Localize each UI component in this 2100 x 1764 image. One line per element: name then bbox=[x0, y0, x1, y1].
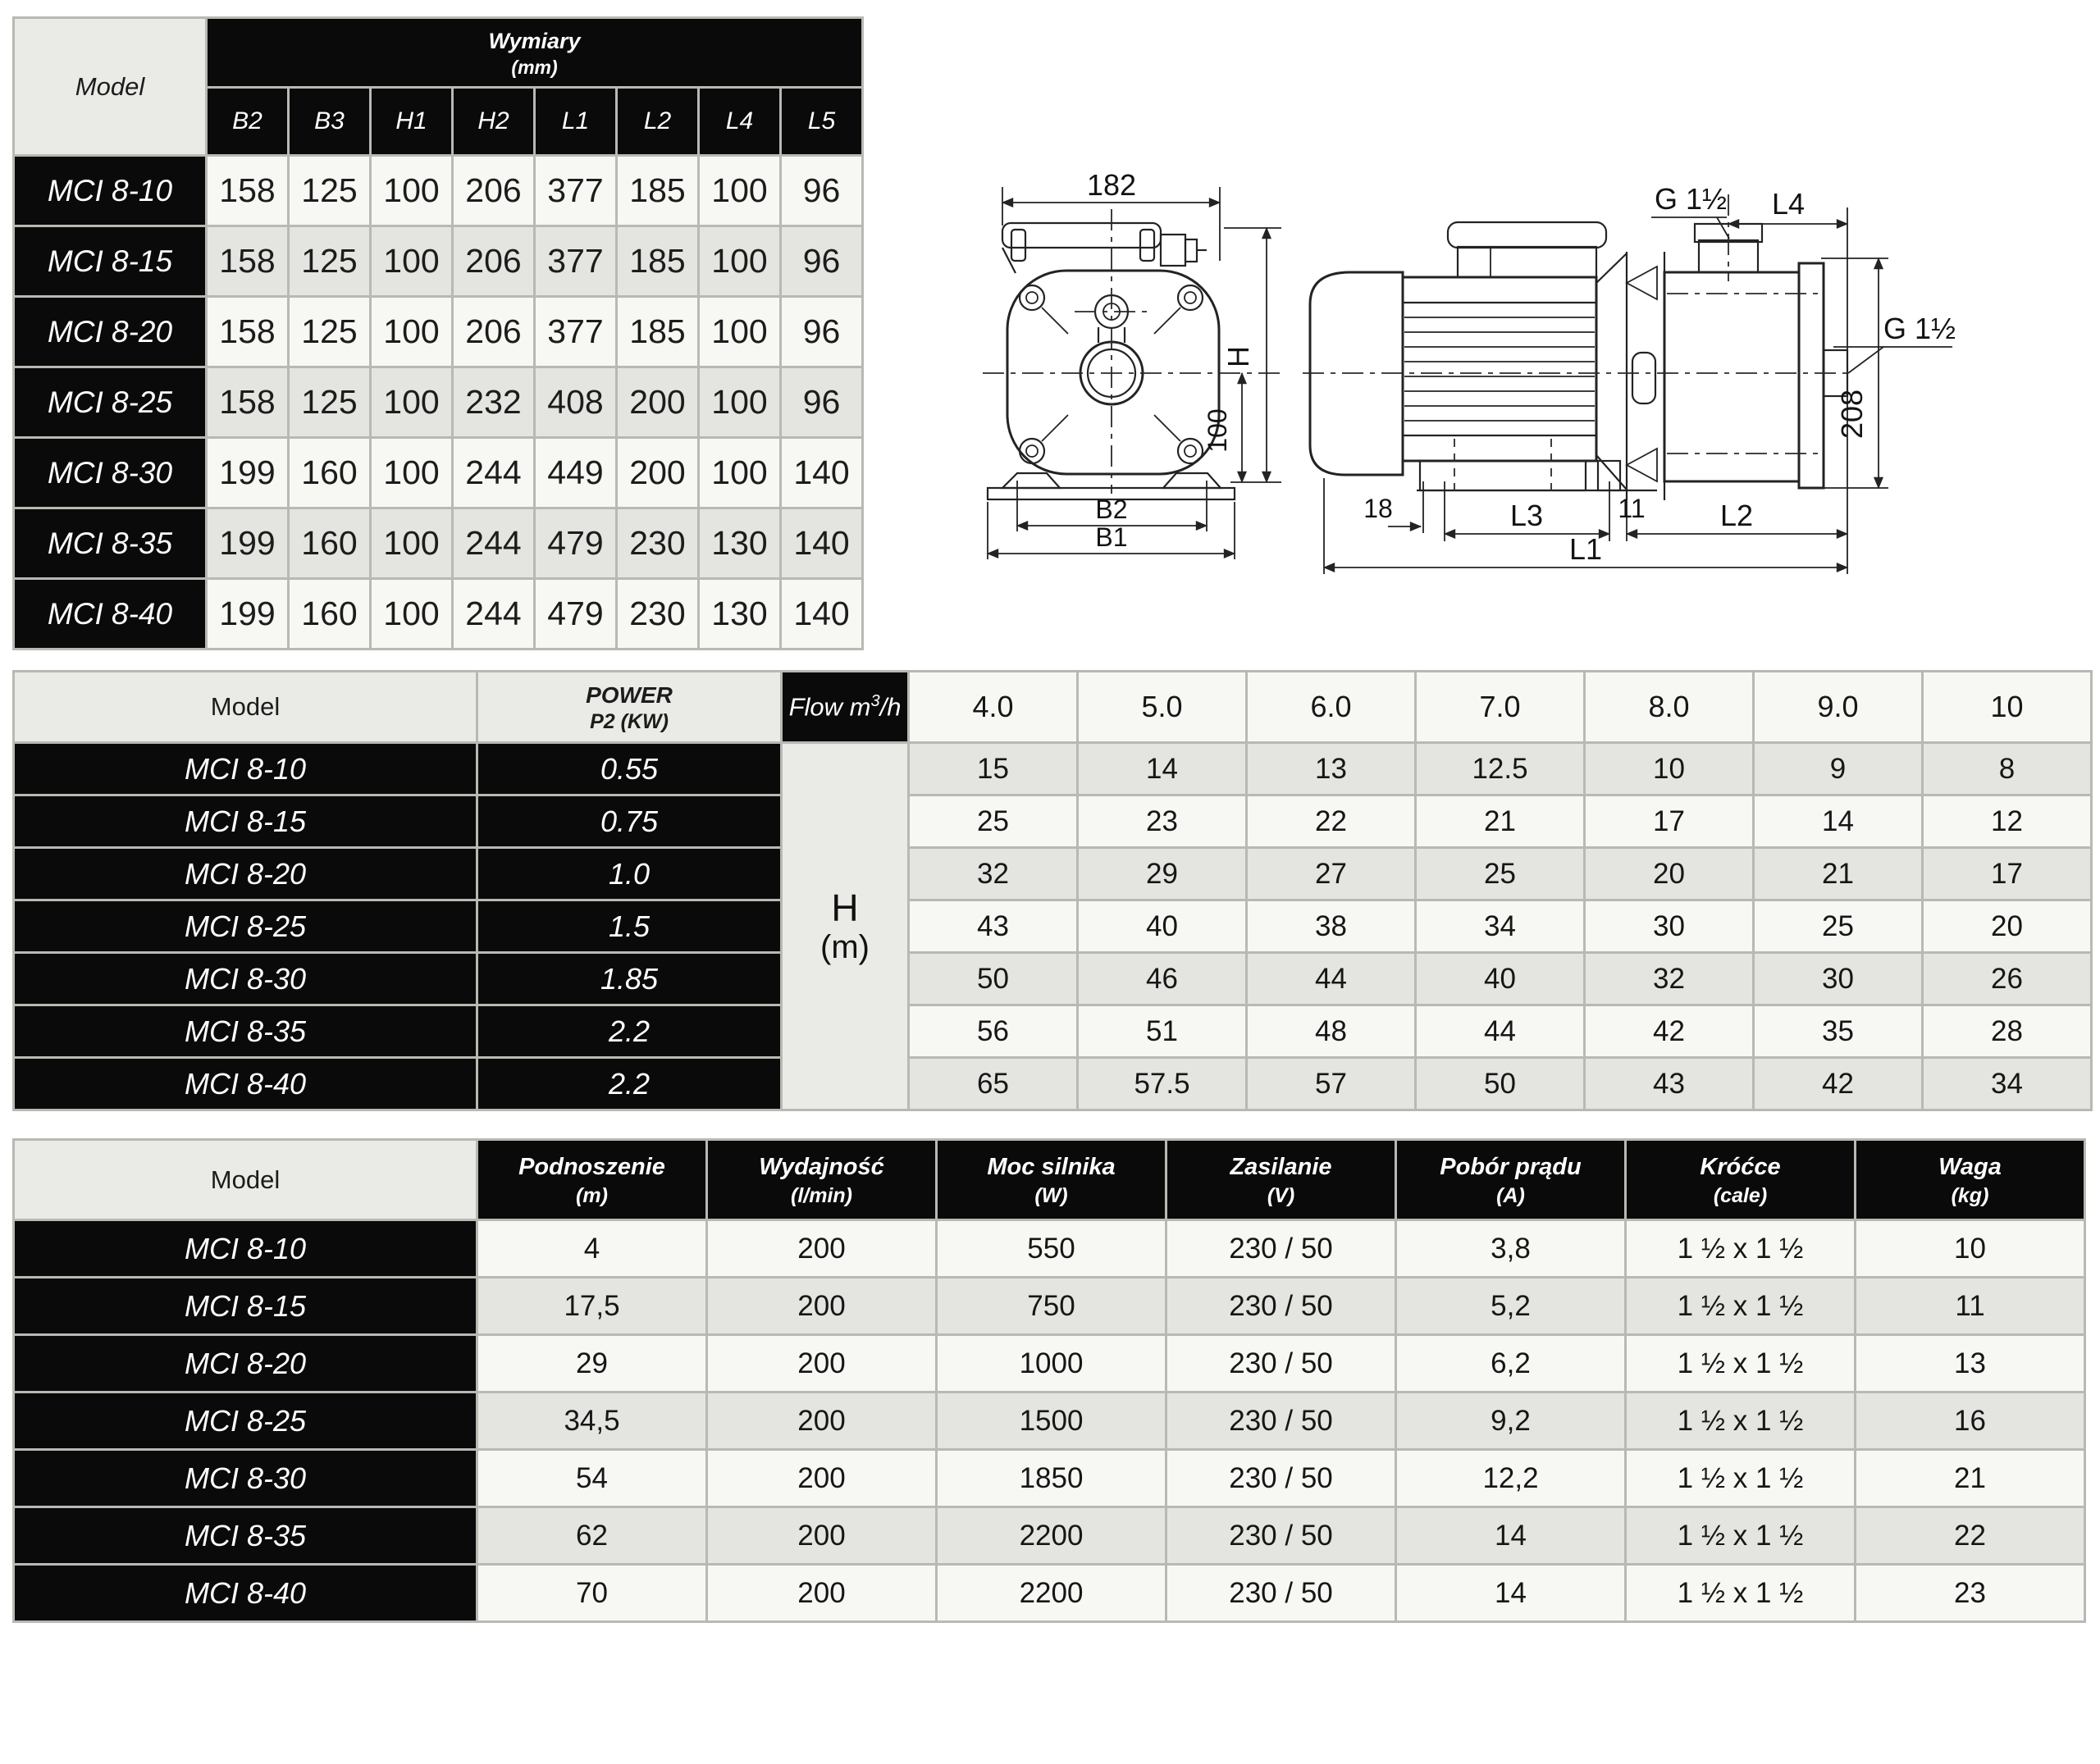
spec-value: 22 bbox=[1856, 1508, 2084, 1563]
front-dim-b1-label: B1 bbox=[1095, 522, 1128, 552]
head-value: 57.5 bbox=[1079, 1059, 1245, 1109]
spec-value: 230 / 50 bbox=[1167, 1451, 1395, 1506]
model-cell: MCI 8-15 bbox=[15, 1279, 476, 1333]
spec-value: 230 / 50 bbox=[1167, 1508, 1395, 1563]
spec-value: 16 bbox=[1856, 1393, 2084, 1448]
dimension-value: 230 bbox=[618, 509, 697, 577]
performance-row bbox=[15, 1006, 2090, 1056]
dimensions-row bbox=[15, 580, 861, 648]
performance-row bbox=[15, 954, 2090, 1004]
dims-column-header: L4 bbox=[700, 89, 779, 154]
dims-column-header: L1 bbox=[536, 89, 615, 154]
head-value: 43 bbox=[910, 901, 1076, 951]
dimensions-row bbox=[15, 298, 861, 366]
head-value: 50 bbox=[910, 954, 1076, 1004]
model-cell: MCI 8-30 bbox=[15, 439, 205, 507]
dimension-value: 206 bbox=[454, 298, 533, 366]
front-dim-b2-label: B2 bbox=[1095, 495, 1128, 524]
dims-header-row-1 bbox=[15, 19, 861, 86]
side-dim-l1-label: L1 bbox=[1568, 532, 1603, 566]
dimension-value: 96 bbox=[782, 298, 861, 366]
pump-casing bbox=[1664, 263, 1847, 488]
head-value: 20 bbox=[1924, 901, 2090, 951]
spec-value: 1 ½ x 1 ½ bbox=[1627, 1279, 1854, 1333]
dimension-value: 200 bbox=[618, 368, 697, 436]
spec-column-line2: (W) bbox=[1034, 1183, 1068, 1207]
model-cell: MCI 8-30 bbox=[15, 1451, 476, 1506]
head-value: 9 bbox=[1755, 744, 1921, 794]
spec-column-line1: Moc silnika bbox=[987, 1154, 1116, 1181]
dimension-value: 160 bbox=[290, 439, 369, 507]
head-value: 34 bbox=[1417, 901, 1583, 951]
head-value: 65 bbox=[910, 1059, 1076, 1109]
head-value: 38 bbox=[1248, 901, 1414, 951]
dimension-value: 100 bbox=[372, 227, 451, 295]
dimension-value: 158 bbox=[208, 157, 287, 225]
head-value: 14 bbox=[1755, 796, 1921, 846]
dimensions-row bbox=[15, 368, 861, 436]
spec-row bbox=[15, 1508, 2084, 1563]
dims-model-header: Model bbox=[15, 19, 205, 154]
spec-column-line2: (cale) bbox=[1713, 1183, 1768, 1207]
dimension-value: 185 bbox=[618, 157, 697, 225]
head-value: 34 bbox=[1924, 1059, 2090, 1109]
dims-column-header: B2 bbox=[208, 89, 287, 154]
dimension-value: 244 bbox=[454, 439, 533, 507]
spec-value: 6,2 bbox=[1397, 1336, 1624, 1391]
performance-row bbox=[15, 744, 2090, 794]
head-value: 21 bbox=[1755, 849, 1921, 899]
dimension-value: 100 bbox=[700, 298, 779, 366]
spec-value: 200 bbox=[708, 1279, 935, 1333]
head-unit-cell bbox=[783, 744, 907, 1109]
dimension-value: 125 bbox=[290, 298, 369, 366]
dimension-value: 130 bbox=[700, 580, 779, 648]
front-dim-offset-label: 100 bbox=[1203, 408, 1232, 453]
dimension-value: 125 bbox=[290, 368, 369, 436]
spec-value: 2200 bbox=[938, 1566, 1165, 1620]
dims-column-header: L2 bbox=[618, 89, 697, 154]
model-cell: MCI 8-10 bbox=[15, 744, 476, 794]
spec-column-line2: (A) bbox=[1496, 1183, 1525, 1207]
model-cell: MCI 8-15 bbox=[15, 796, 476, 846]
spec-column-header bbox=[938, 1141, 1165, 1219]
spec-column-line1: Wydajność bbox=[759, 1154, 884, 1181]
dimension-value: 100 bbox=[372, 439, 451, 507]
dimension-value: 158 bbox=[208, 227, 287, 295]
spec-column-line1: Waga bbox=[1938, 1154, 2002, 1181]
dims-column-header: H1 bbox=[372, 89, 451, 154]
head-value: 51 bbox=[1079, 1006, 1245, 1056]
spec-value: 1500 bbox=[938, 1393, 1165, 1448]
spec-value: 70 bbox=[478, 1566, 705, 1620]
flow-value-header: 9.0 bbox=[1755, 672, 1921, 741]
spec-value: 10 bbox=[1856, 1221, 2084, 1276]
dimensions-row bbox=[15, 157, 861, 225]
spec-value: 550 bbox=[938, 1221, 1165, 1276]
spec-value: 5,2 bbox=[1397, 1279, 1624, 1333]
head-value: 12 bbox=[1924, 796, 2090, 846]
spec-value: 14 bbox=[1397, 1508, 1624, 1563]
front-dim-height-label: H bbox=[1221, 346, 1255, 367]
spec-row bbox=[15, 1279, 2084, 1333]
dims-column-header: B3 bbox=[290, 89, 369, 154]
perf-flow-header bbox=[783, 672, 907, 741]
spec-column-line1: Podnoszenie bbox=[518, 1154, 665, 1181]
model-cell: MCI 8-40 bbox=[15, 1566, 476, 1620]
power-value: 0.75 bbox=[478, 796, 780, 846]
flow-value-header: 10 bbox=[1924, 672, 2090, 741]
spec-value: 1 ½ x 1 ½ bbox=[1627, 1221, 1854, 1276]
spec-column-line2: (kg) bbox=[1951, 1183, 1989, 1207]
head-value: 21 bbox=[1417, 796, 1583, 846]
head-value: 23 bbox=[1079, 796, 1245, 846]
front-view-drawing bbox=[960, 164, 1329, 574]
dimension-value: 408 bbox=[536, 368, 615, 436]
head-value: 43 bbox=[1586, 1059, 1752, 1109]
side-thread-right-label: G 1½ bbox=[1883, 312, 1956, 345]
model-cell: MCI 8-20 bbox=[15, 1336, 476, 1391]
head-value: 28 bbox=[1924, 1006, 2090, 1056]
terminal-box bbox=[1448, 222, 1606, 277]
head-value: 57 bbox=[1248, 1059, 1414, 1109]
spec-column-line2: (m) bbox=[576, 1183, 608, 1207]
spec-row bbox=[15, 1393, 2084, 1448]
dimension-value: 206 bbox=[454, 227, 533, 295]
dimension-value: 449 bbox=[536, 439, 615, 507]
side-dim-18-label: 18 bbox=[1363, 494, 1393, 523]
spec-value: 230 / 50 bbox=[1167, 1336, 1395, 1391]
head-value: 12.5 bbox=[1417, 744, 1583, 794]
model-cell: MCI 8-35 bbox=[15, 509, 205, 577]
spec-value: 11 bbox=[1856, 1279, 2084, 1333]
model-cell: MCI 8-20 bbox=[15, 849, 476, 899]
performance-row bbox=[15, 901, 2090, 951]
spec-value: 29 bbox=[478, 1336, 705, 1391]
flow-value-header: 7.0 bbox=[1417, 672, 1583, 741]
model-cell: MCI 8-25 bbox=[15, 1393, 476, 1448]
dimension-value: 96 bbox=[782, 157, 861, 225]
dimension-value: 377 bbox=[536, 157, 615, 225]
power-value: 2.2 bbox=[478, 1059, 780, 1109]
dimension-value: 140 bbox=[782, 439, 861, 507]
head-unit-label: (m) bbox=[820, 929, 870, 966]
spec-column-header bbox=[708, 1141, 935, 1219]
spec-column-line1: Zasilanie bbox=[1230, 1154, 1332, 1181]
dims-group-header-line2: (mm) bbox=[511, 56, 558, 78]
dimension-value: 140 bbox=[782, 509, 861, 577]
model-cell: MCI 8-35 bbox=[15, 1006, 476, 1056]
spec-value: 34,5 bbox=[478, 1393, 705, 1448]
spec-column-line2: (l/min) bbox=[791, 1183, 852, 1207]
spec-table bbox=[12, 1138, 2086, 1623]
spec-value: 1850 bbox=[938, 1451, 1165, 1506]
spec-value: 200 bbox=[708, 1221, 935, 1276]
spec-value: 1 ½ x 1 ½ bbox=[1627, 1393, 1854, 1448]
spec-value: 230 / 50 bbox=[1167, 1566, 1395, 1620]
dimension-value: 230 bbox=[618, 580, 697, 648]
dimensions-row bbox=[15, 509, 861, 577]
dimension-value: 100 bbox=[372, 157, 451, 225]
dimension-value: 100 bbox=[700, 439, 779, 507]
model-cell: MCI 8-10 bbox=[15, 157, 205, 225]
flow-value-header: 4.0 bbox=[910, 672, 1076, 741]
dimension-value: 100 bbox=[700, 157, 779, 225]
spec-model-header: Model bbox=[15, 1141, 476, 1219]
spec-value: 1 ½ x 1 ½ bbox=[1627, 1451, 1854, 1506]
dimension-value: 199 bbox=[208, 439, 287, 507]
performance-row bbox=[15, 1059, 2090, 1109]
spec-value: 21 bbox=[1856, 1451, 2084, 1506]
spec-value: 14 bbox=[1397, 1566, 1624, 1620]
side-view-drawing bbox=[1296, 160, 1985, 619]
spec-column-line1: Pobór prądu bbox=[1440, 1154, 1582, 1181]
dimension-value: 244 bbox=[454, 509, 533, 577]
spec-column-line1: Króćce bbox=[1700, 1154, 1781, 1181]
spec-row bbox=[15, 1336, 2084, 1391]
spec-row bbox=[15, 1221, 2084, 1276]
power-value: 1.85 bbox=[478, 954, 780, 1004]
dimension-value: 377 bbox=[536, 227, 615, 295]
head-value: 15 bbox=[910, 744, 1076, 794]
model-cell: MCI 8-40 bbox=[15, 1059, 476, 1109]
dimension-value: 140 bbox=[782, 580, 861, 648]
dimension-value: 185 bbox=[618, 298, 697, 366]
spec-value: 23 bbox=[1856, 1566, 2084, 1620]
power-value: 2.2 bbox=[478, 1006, 780, 1056]
side-dim-11-label: 11 bbox=[1618, 494, 1646, 523]
model-cell: MCI 8-15 bbox=[15, 227, 205, 295]
head-value: 17 bbox=[1924, 849, 2090, 899]
dimension-value: 125 bbox=[290, 157, 369, 225]
spec-value: 200 bbox=[708, 1336, 935, 1391]
head-value: 25 bbox=[910, 796, 1076, 846]
spec-column-header bbox=[1397, 1141, 1624, 1219]
spec-value: 1 ½ x 1 ½ bbox=[1627, 1336, 1854, 1391]
spec-value: 13 bbox=[1856, 1336, 2084, 1391]
spec-value: 62 bbox=[478, 1508, 705, 1563]
side-dim-l3-label: L3 bbox=[1509, 499, 1544, 532]
spec-value: 200 bbox=[708, 1566, 935, 1620]
head-value: 20 bbox=[1586, 849, 1752, 899]
head-value: 35 bbox=[1755, 1006, 1921, 1056]
spec-column-header bbox=[1627, 1141, 1854, 1219]
model-cell: MCI 8-40 bbox=[15, 580, 205, 648]
perf-power-header-line1: POWER bbox=[586, 681, 673, 708]
spec-value: 2200 bbox=[938, 1508, 1165, 1563]
model-cell: MCI 8-10 bbox=[15, 1221, 476, 1276]
model-cell: MCI 8-35 bbox=[15, 1508, 476, 1563]
model-cell: MCI 8-20 bbox=[15, 298, 205, 366]
dims-group-header-line1: Wymiary bbox=[488, 29, 581, 54]
flow-label-sup: 3 bbox=[870, 691, 880, 710]
head-value: 42 bbox=[1586, 1006, 1752, 1056]
head-value: 46 bbox=[1079, 954, 1245, 1004]
model-cell: MCI 8-30 bbox=[15, 954, 476, 1004]
head-value: 48 bbox=[1248, 1006, 1414, 1056]
spec-column-header bbox=[1167, 1141, 1395, 1219]
spec-row bbox=[15, 1451, 2084, 1506]
flow-value-header: 8.0 bbox=[1586, 672, 1752, 741]
head-value: 26 bbox=[1924, 954, 2090, 1004]
flow-label-suffix: /h bbox=[879, 692, 902, 722]
dimension-value: 200 bbox=[618, 439, 697, 507]
side-dim-l4-label: L4 bbox=[1771, 187, 1806, 221]
spec-column-header bbox=[478, 1141, 705, 1219]
dimension-value: 100 bbox=[372, 580, 451, 648]
spec-value: 4 bbox=[478, 1221, 705, 1276]
side-thread-top-label: G 1½ bbox=[1655, 182, 1728, 216]
head-value: 10 bbox=[1586, 744, 1752, 794]
head-value: 40 bbox=[1079, 901, 1245, 951]
dimension-value: 125 bbox=[290, 227, 369, 295]
spec-value: 3,8 bbox=[1397, 1221, 1624, 1276]
dimension-value: 158 bbox=[208, 368, 287, 436]
dims-group-header bbox=[208, 19, 861, 86]
dimension-value: 206 bbox=[454, 157, 533, 225]
spec-row bbox=[15, 1566, 2084, 1620]
motor-feet bbox=[1417, 439, 1657, 496]
dimension-value: 100 bbox=[700, 227, 779, 295]
spec-value: 230 / 50 bbox=[1167, 1279, 1395, 1333]
power-value: 0.55 bbox=[478, 744, 780, 794]
head-value: 8 bbox=[1924, 744, 2090, 794]
head-value: 22 bbox=[1248, 796, 1414, 846]
spec-value: 750 bbox=[938, 1279, 1165, 1333]
spec-column-line2: (V) bbox=[1267, 1183, 1295, 1207]
perf-power-header-line2: P2 (KW) bbox=[590, 710, 669, 734]
front-dim-width-label: 182 bbox=[1086, 168, 1137, 202]
power-value: 1.0 bbox=[478, 849, 780, 899]
head-value: 30 bbox=[1755, 954, 1921, 1004]
dims-column-header: L5 bbox=[782, 89, 861, 154]
dimension-value: 100 bbox=[700, 368, 779, 436]
spec-value: 54 bbox=[478, 1451, 705, 1506]
spec-value: 200 bbox=[708, 1393, 935, 1448]
model-cell: MCI 8-25 bbox=[15, 901, 476, 951]
flow-value-header: 6.0 bbox=[1248, 672, 1414, 741]
flow-label-prefix: Flow m bbox=[788, 692, 871, 722]
dimension-value: 244 bbox=[454, 580, 533, 648]
dimension-value: 96 bbox=[782, 227, 861, 295]
spec-value: 12,2 bbox=[1397, 1451, 1624, 1506]
power-value: 1.5 bbox=[478, 901, 780, 951]
motor-body bbox=[1403, 277, 1596, 461]
head-value: 44 bbox=[1417, 1006, 1583, 1056]
dims-column-header: H2 bbox=[454, 89, 533, 154]
head-value: 44 bbox=[1248, 954, 1414, 1004]
side-dim-height-label: 208 bbox=[1835, 389, 1869, 440]
perf-header-row bbox=[15, 672, 2090, 741]
dimension-value: 130 bbox=[700, 509, 779, 577]
dimension-value: 479 bbox=[536, 509, 615, 577]
dimension-value: 377 bbox=[536, 298, 615, 366]
model-cell: MCI 8-25 bbox=[15, 368, 205, 436]
cable-gland bbox=[1161, 235, 1185, 266]
dimension-value: 160 bbox=[290, 509, 369, 577]
spec-value: 230 / 50 bbox=[1167, 1221, 1395, 1276]
head-value: 13 bbox=[1248, 744, 1414, 794]
spec-value: 200 bbox=[708, 1451, 935, 1506]
spec-value: 9,2 bbox=[1397, 1393, 1624, 1448]
lantern-bracket bbox=[1596, 252, 1664, 500]
flow-value-header: 5.0 bbox=[1079, 672, 1245, 741]
head-value: 17 bbox=[1586, 796, 1752, 846]
head-value: 42 bbox=[1755, 1059, 1921, 1109]
spec-value: 200 bbox=[708, 1508, 935, 1563]
dimension-value: 100 bbox=[372, 368, 451, 436]
dimensions-row bbox=[15, 439, 861, 507]
head-value: 29 bbox=[1079, 849, 1245, 899]
dimension-value: 232 bbox=[454, 368, 533, 436]
spec-column-header bbox=[1856, 1141, 2084, 1219]
dimension-value: 158 bbox=[208, 298, 287, 366]
performance-row bbox=[15, 796, 2090, 846]
dimensions-table bbox=[12, 16, 864, 650]
head-label: H bbox=[831, 886, 859, 929]
head-value: 25 bbox=[1755, 901, 1921, 951]
dimension-value: 199 bbox=[208, 509, 287, 577]
spec-header-row bbox=[15, 1141, 2084, 1219]
head-value: 30 bbox=[1586, 901, 1752, 951]
spec-value: 1000 bbox=[938, 1336, 1165, 1391]
side-dim-l2-label: L2 bbox=[1719, 499, 1754, 532]
dimensions-row bbox=[15, 227, 861, 295]
dimension-value: 160 bbox=[290, 580, 369, 648]
spec-value: 17,5 bbox=[478, 1279, 705, 1333]
perf-power-header bbox=[478, 672, 780, 741]
perf-model-header: Model bbox=[15, 672, 476, 741]
head-value: 27 bbox=[1248, 849, 1414, 899]
dimension-value: 185 bbox=[618, 227, 697, 295]
performance-table bbox=[12, 670, 2093, 1111]
head-value: 40 bbox=[1417, 954, 1583, 1004]
head-value: 50 bbox=[1417, 1059, 1583, 1109]
head-value: 25 bbox=[1417, 849, 1583, 899]
head-value: 32 bbox=[1586, 954, 1752, 1004]
dimension-value: 479 bbox=[536, 580, 615, 648]
head-value: 14 bbox=[1079, 744, 1245, 794]
dimension-value: 100 bbox=[372, 298, 451, 366]
dimension-value: 100 bbox=[372, 509, 451, 577]
head-value: 56 bbox=[910, 1006, 1076, 1056]
spec-value: 1 ½ x 1 ½ bbox=[1627, 1508, 1854, 1563]
pump-face-outline bbox=[1007, 271, 1219, 474]
head-value: 32 bbox=[910, 849, 1076, 899]
dimension-value: 199 bbox=[208, 580, 287, 648]
dimension-value: 96 bbox=[782, 368, 861, 436]
spec-value: 230 / 50 bbox=[1167, 1393, 1395, 1448]
spec-value: 1 ½ x 1 ½ bbox=[1627, 1566, 1854, 1620]
performance-row bbox=[15, 849, 2090, 899]
